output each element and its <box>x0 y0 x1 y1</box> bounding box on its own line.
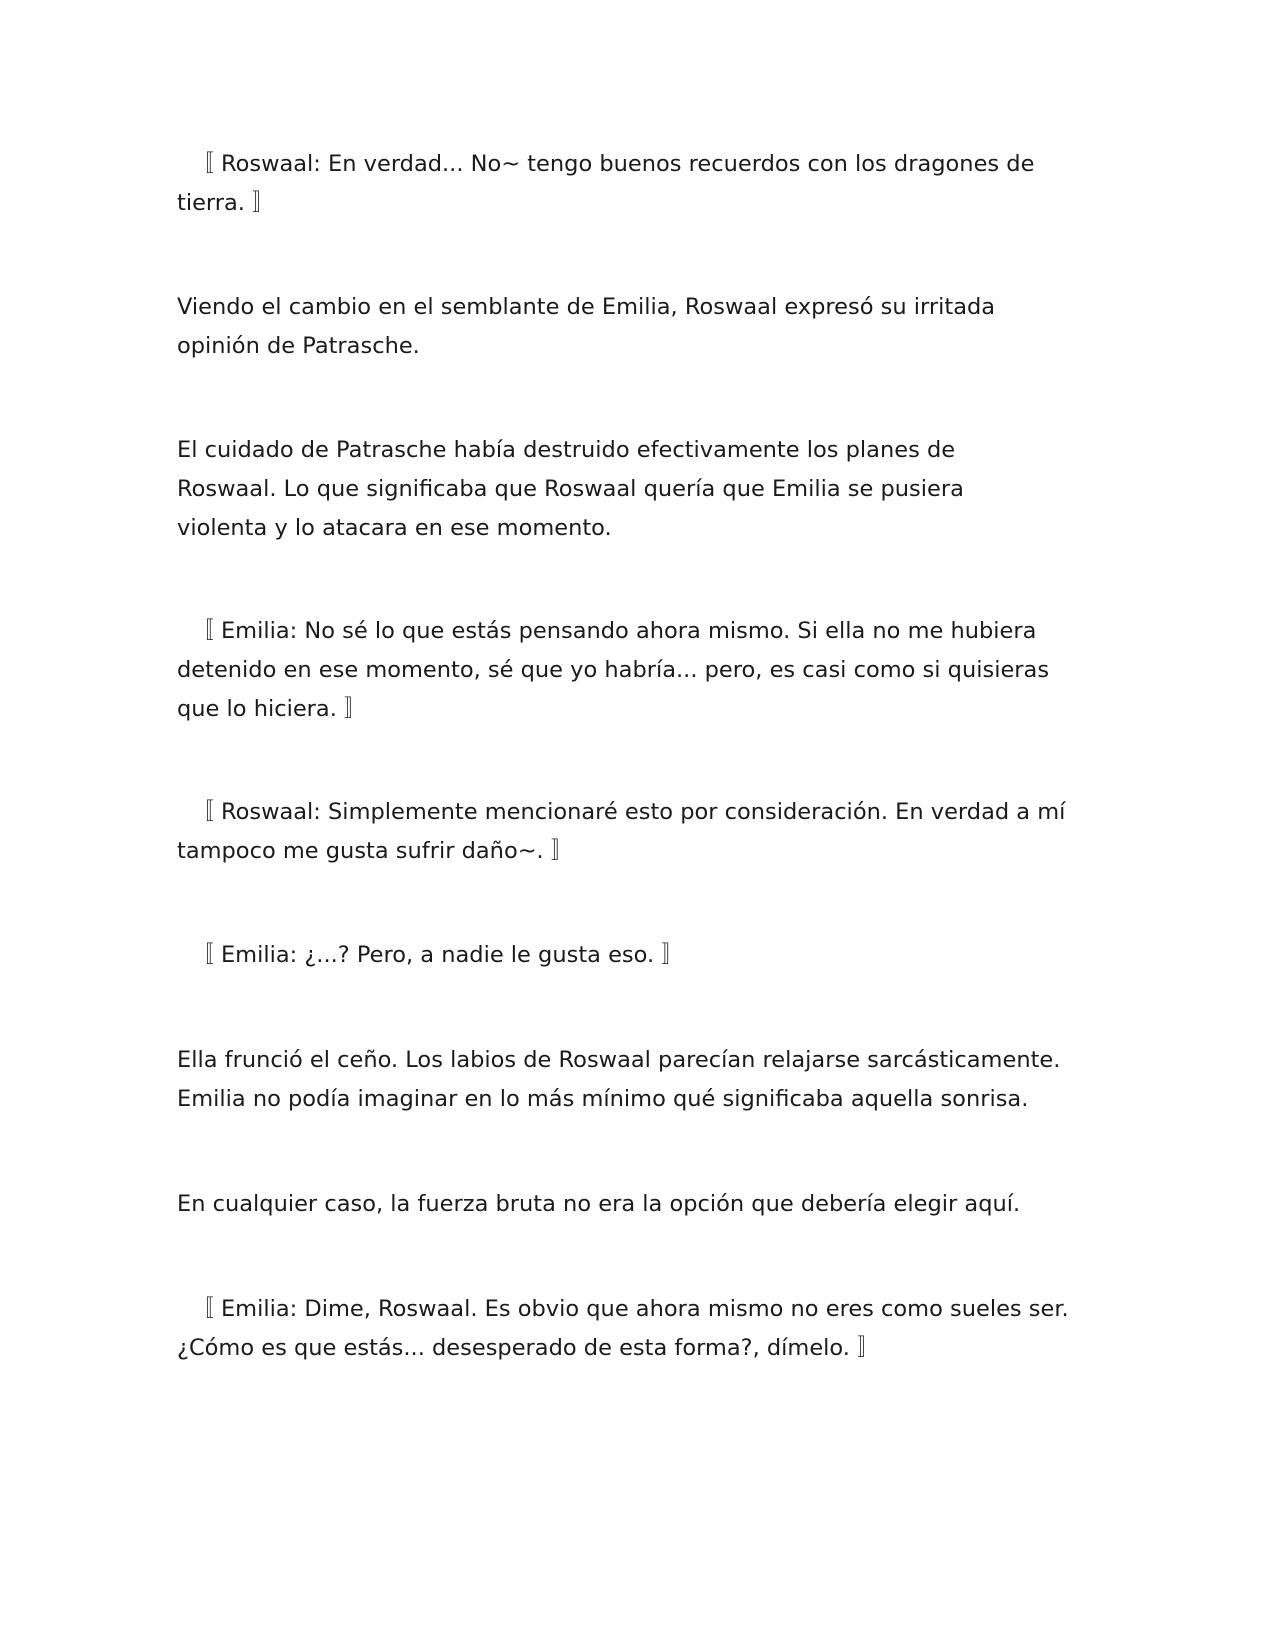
text-line: 〚 Emilia: No sé lo que estás pensando ahora mismo. Si ella no me hubiera <box>177 618 1037 644</box>
paragraph-emilia-thinking <box>177 612 1117 729</box>
text-line: ¿Cómo es que estás... desesperado de esta forma?, dímelo. 〛 <box>177 1335 880 1361</box>
paragraph-emilia-nobody <box>177 936 1117 975</box>
paragraph-roswaal-damage <box>177 793 1117 871</box>
text-line: opinión de Patrasche. <box>177 333 420 359</box>
text-line: Viendo el cambio en el semblante de Emilia, Roswaal expresó su irritada <box>177 294 996 320</box>
paragraph-emilia-tell-me <box>177 1290 1117 1368</box>
text-line: tampoco me gusta sufrir daño~. 〛 <box>177 838 574 864</box>
paragraph-frown <box>177 1041 1117 1119</box>
paragraph-emilia-semblance <box>177 288 1117 366</box>
text-line: Ella frunció el ceño. Los labios de Roswaal parecían relajarse sarcásticamente. <box>177 1047 1061 1073</box>
paragraph-patrasche-plans <box>177 431 1117 548</box>
text-line: Roswaal. Lo que significaba que Roswaal quería que Emilia se pusiera <box>177 476 964 502</box>
text-line: detenido en ese momento, sé que yo habría... pero, es casi como si quisieras <box>177 657 1050 683</box>
text-line: 〚 Emilia: Dime, Roswaal. Es obvio que ahora mismo no eres como sueles ser. <box>177 1296 1069 1322</box>
text-line: 〚 Roswaal: En verdad... No~ tengo buenos recuerdos con los dragones de <box>177 151 1035 177</box>
text-line: que lo hiciera. 〛 <box>177 696 367 722</box>
text-line: tierra. 〛 <box>177 190 275 216</box>
text-line: 〚 Emilia: ¿...? Pero, a nadie le gusta eso. 〛 <box>177 942 684 968</box>
text-line: En cualquier caso, la fuerza bruta no era la opción que debería elegir aquí. <box>177 1191 1021 1217</box>
paragraph-roswaal-dragons <box>177 145 1117 223</box>
text-line: El cuidado de Patrasche había destruido efectivamente los planes de <box>177 437 956 463</box>
text-line: violenta y lo atacara en ese momento. <box>177 515 612 541</box>
text-line: Emilia no podía imaginar en lo más mínimo qué significaba aquella sonrisa. <box>177 1086 1029 1112</box>
text-line: 〚 Roswaal: Simplemente mencionaré esto por consideración. En verdad a mí <box>177 799 1066 825</box>
paragraph-brute-force <box>177 1185 1117 1224</box>
